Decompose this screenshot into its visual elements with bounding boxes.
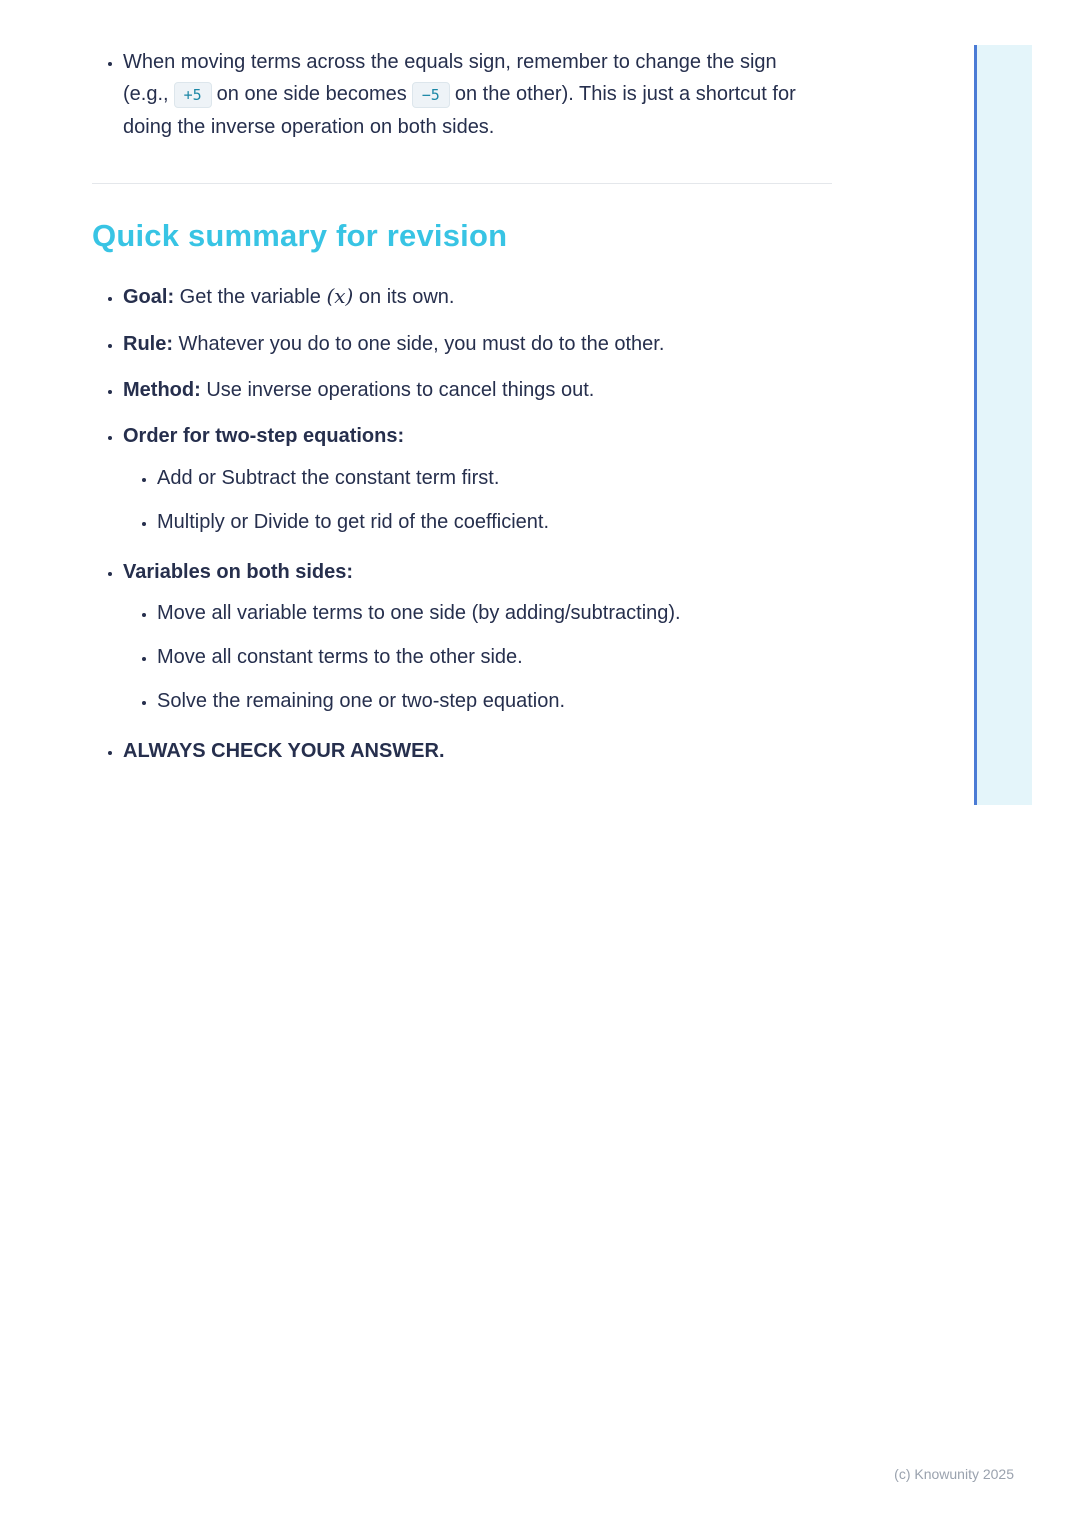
- summary-item-both-sides: [123, 556, 834, 717]
- intro-text-part2: on one side becomes: [216, 83, 407, 106]
- both-sides-sublist: [123, 598, 834, 717]
- plus-five-chip: +5: [174, 82, 212, 108]
- method-label: Method:: [123, 378, 201, 401]
- order-sublist: [123, 463, 834, 538]
- intro-bullet-list: [92, 46, 804, 143]
- check-answer-text: ALWAYS CHECK YOUR ANSWER.: [123, 740, 445, 763]
- summary-item-order: [123, 420, 834, 537]
- rule-text: Whatever you do to one side, you must do to the other.: [173, 332, 665, 355]
- summary-item-method: [123, 374, 834, 406]
- both-sides-label: Variables on both sides:: [123, 560, 354, 583]
- section-divider: [92, 183, 832, 184]
- summary-item-goal: [123, 280, 834, 313]
- goal-text-pre: Get the variable: [174, 286, 327, 309]
- minus-five-chip: −5: [412, 82, 450, 108]
- intro-text-part3: on the other). This is just a shortcut for doing the inverse operation on both sides.: [123, 83, 796, 138]
- goal-label: Goal:: [123, 286, 175, 309]
- both-sides-step-2: • Move all constant terms to the other side.: [157, 642, 834, 673]
- copyright-note: (c) Knowunity 2025: [894, 1466, 1014, 1482]
- summary-list: [92, 280, 834, 767]
- intro-text-part1: When moving terms across the equals sign, remember to change the sign (e.g.,: [123, 51, 777, 106]
- goal-math-x: (x): [326, 284, 354, 309]
- document-content: [92, 46, 834, 782]
- side-highlight-border: [974, 45, 977, 805]
- order-step-1: • Add or Subtract the constant term first.: [157, 463, 834, 494]
- rule-label: Rule:: [123, 332, 173, 355]
- side-highlight-strip: [977, 45, 1032, 805]
- intro-bullet: [123, 46, 804, 143]
- summary-item-check-answer: [123, 735, 834, 767]
- order-label: Order for two-step equations:: [123, 425, 405, 448]
- order-step-2: • Multiply or Divide to get rid of the coefficient.: [157, 507, 834, 538]
- method-text: Use inverse operations to cancel things out.: [200, 378, 595, 401]
- summary-item-rule: [123, 328, 834, 360]
- both-sides-step-3: • Solve the remaining one or two-step equation.: [157, 686, 834, 717]
- section-heading: Quick summary for revision: [92, 218, 508, 254]
- both-sides-step-1: • Move all variable terms to one side (by adding/subtracting).: [157, 598, 834, 629]
- goal-text-post: on its own.: [353, 286, 455, 309]
